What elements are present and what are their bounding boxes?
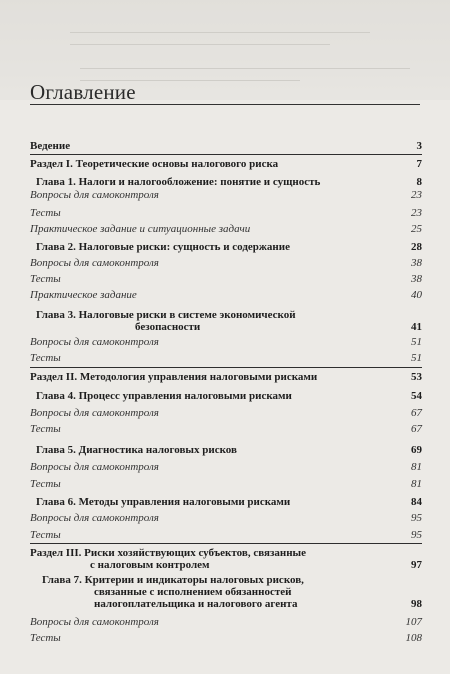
- toc-entry-page: 53: [411, 371, 422, 383]
- toc-entry-tests[interactable]: [30, 478, 422, 490]
- toc-entry-label-line: Глава 3. Налоговые риски в системе экономической: [36, 309, 296, 321]
- page-title: Оглавление: [30, 80, 136, 104]
- toc-entry-page: 23: [411, 207, 422, 219]
- toc-entry-practice[interactable]: [30, 223, 422, 235]
- toc-entry-chapter-2[interactable]: [30, 241, 422, 253]
- toc-entry-page: 51: [411, 352, 422, 364]
- toc-entry-chapter-6[interactable]: [30, 496, 422, 508]
- toc-entry-chapter-4[interactable]: [30, 390, 422, 402]
- section-divider: [30, 543, 422, 544]
- toc-entry-label: Тесты: [30, 423, 61, 435]
- toc-entry-page: 107: [405, 616, 422, 628]
- toc-entry-tests[interactable]: [30, 352, 422, 364]
- toc-entry-tests[interactable]: [30, 632, 422, 644]
- toc-entry-page: 95: [411, 529, 422, 541]
- toc-entry-label-line: связанные с исполнением обязанностей: [94, 586, 292, 598]
- toc-entry-intro[interactable]: [30, 140, 422, 152]
- toc-entry-label: Вопросы для самоконтроля: [30, 336, 159, 348]
- toc-entry-chapter-7[interactable]: [30, 574, 422, 610]
- toc-entry-label-line: Раздел III. Риски хозяйствующих субъектов, связанные: [30, 547, 307, 559]
- toc-entry-label: Вопросы для самоконтроля: [30, 257, 159, 269]
- toc-entry-label: Тесты: [30, 207, 61, 219]
- toc-entry-page: 38: [411, 257, 422, 269]
- toc-entry-questions[interactable]: [30, 407, 422, 419]
- toc-entry-questions[interactable]: [30, 461, 422, 473]
- toc-entry-section-2[interactable]: [30, 371, 422, 383]
- toc-entry-page: 81: [411, 461, 422, 473]
- toc-entry-page: 81: [411, 478, 422, 490]
- toc-entry-chapter-5[interactable]: [30, 444, 422, 456]
- toc-entry-page: 38: [411, 273, 422, 285]
- toc-entry-label: Глава 2. Налоговые риски: сущность и содержание: [36, 241, 290, 253]
- toc-entry-label: Раздел II. Методология управления налоговыми рисками: [30, 371, 318, 383]
- toc-entry-label: [30, 309, 422, 333]
- toc-entry-label-line: налогоплательщика и налогового агента: [94, 598, 298, 610]
- toc-entry-label: Глава 5. Диагностика налоговых рисков: [36, 444, 237, 456]
- toc-entry-label: Вопросы для самоконтроля: [30, 512, 159, 524]
- toc-entry-page: 98: [411, 598, 422, 610]
- toc-entry-practice[interactable]: [30, 289, 422, 301]
- toc-entry-label: Тесты: [30, 273, 61, 285]
- toc-entry-page: 7: [416, 158, 422, 170]
- toc-entry-page: 41: [411, 321, 422, 333]
- toc-entry-label: Тесты: [30, 632, 61, 644]
- toc-entry-page: 67: [411, 407, 422, 419]
- toc-entry-label: Глава 6. Методы управления налоговыми рисками: [36, 496, 291, 508]
- toc-entry-label: Практическое задание и ситуационные задачи: [30, 223, 251, 235]
- toc-entry-label: Вопросы для самоконтроля: [30, 461, 159, 473]
- toc-entry-label: [30, 547, 422, 571]
- toc-entry-page: 3: [416, 140, 422, 152]
- toc-entry-label: [30, 574, 422, 610]
- toc-entry-page: 84: [411, 496, 422, 508]
- toc-entry-page: 25: [411, 223, 422, 235]
- toc-entry-questions[interactable]: [30, 257, 422, 269]
- toc-entry-label: Практическое задание: [30, 289, 137, 301]
- toc-entry-questions[interactable]: [30, 512, 422, 524]
- toc-entry-label: Тесты: [30, 529, 61, 541]
- toc-entry-section-1[interactable]: [30, 158, 422, 170]
- toc-entry-label: Вопросы для самоконтроля: [30, 616, 159, 628]
- title-rule: [30, 104, 420, 105]
- toc-entry-label-line: Глава 7. Критерии и индикаторы налоговых рисков,: [42, 574, 304, 586]
- toc-entry-page: 28: [411, 241, 422, 253]
- toc-entry-label: Тесты: [30, 478, 61, 490]
- toc-entry-page: 40: [411, 289, 422, 301]
- toc-entry-page: 67: [411, 423, 422, 435]
- toc-entry-page: 108: [405, 632, 422, 644]
- section-divider: [30, 154, 422, 155]
- toc-entry-tests[interactable]: [30, 529, 422, 541]
- toc-entry-label: Глава 1. Налоги и налогообложение: понятие и сущность: [36, 176, 321, 188]
- toc-entry-section-3[interactable]: [30, 547, 422, 571]
- toc-entry-label: Тесты: [30, 352, 61, 364]
- toc-entry-tests[interactable]: [30, 273, 422, 285]
- toc-entry-label: Ведение: [30, 140, 71, 152]
- toc-entry-page: 8: [416, 176, 422, 188]
- toc-entry-label-line: с налоговым контролем: [90, 559, 210, 571]
- toc-entry-tests[interactable]: [30, 423, 422, 435]
- toc-entry-questions[interactable]: [30, 189, 422, 201]
- toc-entry-chapter-3[interactable]: [30, 309, 422, 333]
- toc-entry-questions[interactable]: [30, 336, 422, 348]
- toc-entry-page: 97: [411, 559, 422, 571]
- toc-entry-page: 95: [411, 512, 422, 524]
- toc-entry-questions[interactable]: [30, 616, 422, 628]
- toc-entry-label: Раздел I. Теоретические основы налогового риска: [30, 158, 279, 170]
- toc-entry-label: Вопросы для самоконтроля: [30, 189, 159, 201]
- toc-entry-page: 54: [411, 390, 422, 402]
- toc-entry-label-line: безопасности: [135, 321, 201, 333]
- toc-entry-chapter-1[interactable]: [30, 176, 422, 188]
- toc-entry-page: 51: [411, 336, 422, 348]
- section-divider: [30, 367, 422, 368]
- toc-entry-label: Вопросы для самоконтроля: [30, 407, 159, 419]
- toc-entry-tests[interactable]: [30, 207, 422, 219]
- toc-entry-label: Глава 4. Процесс управления налоговыми рисками: [36, 390, 292, 402]
- toc-entry-page: 23: [411, 189, 422, 201]
- toc-entry-page: 69: [411, 444, 422, 456]
